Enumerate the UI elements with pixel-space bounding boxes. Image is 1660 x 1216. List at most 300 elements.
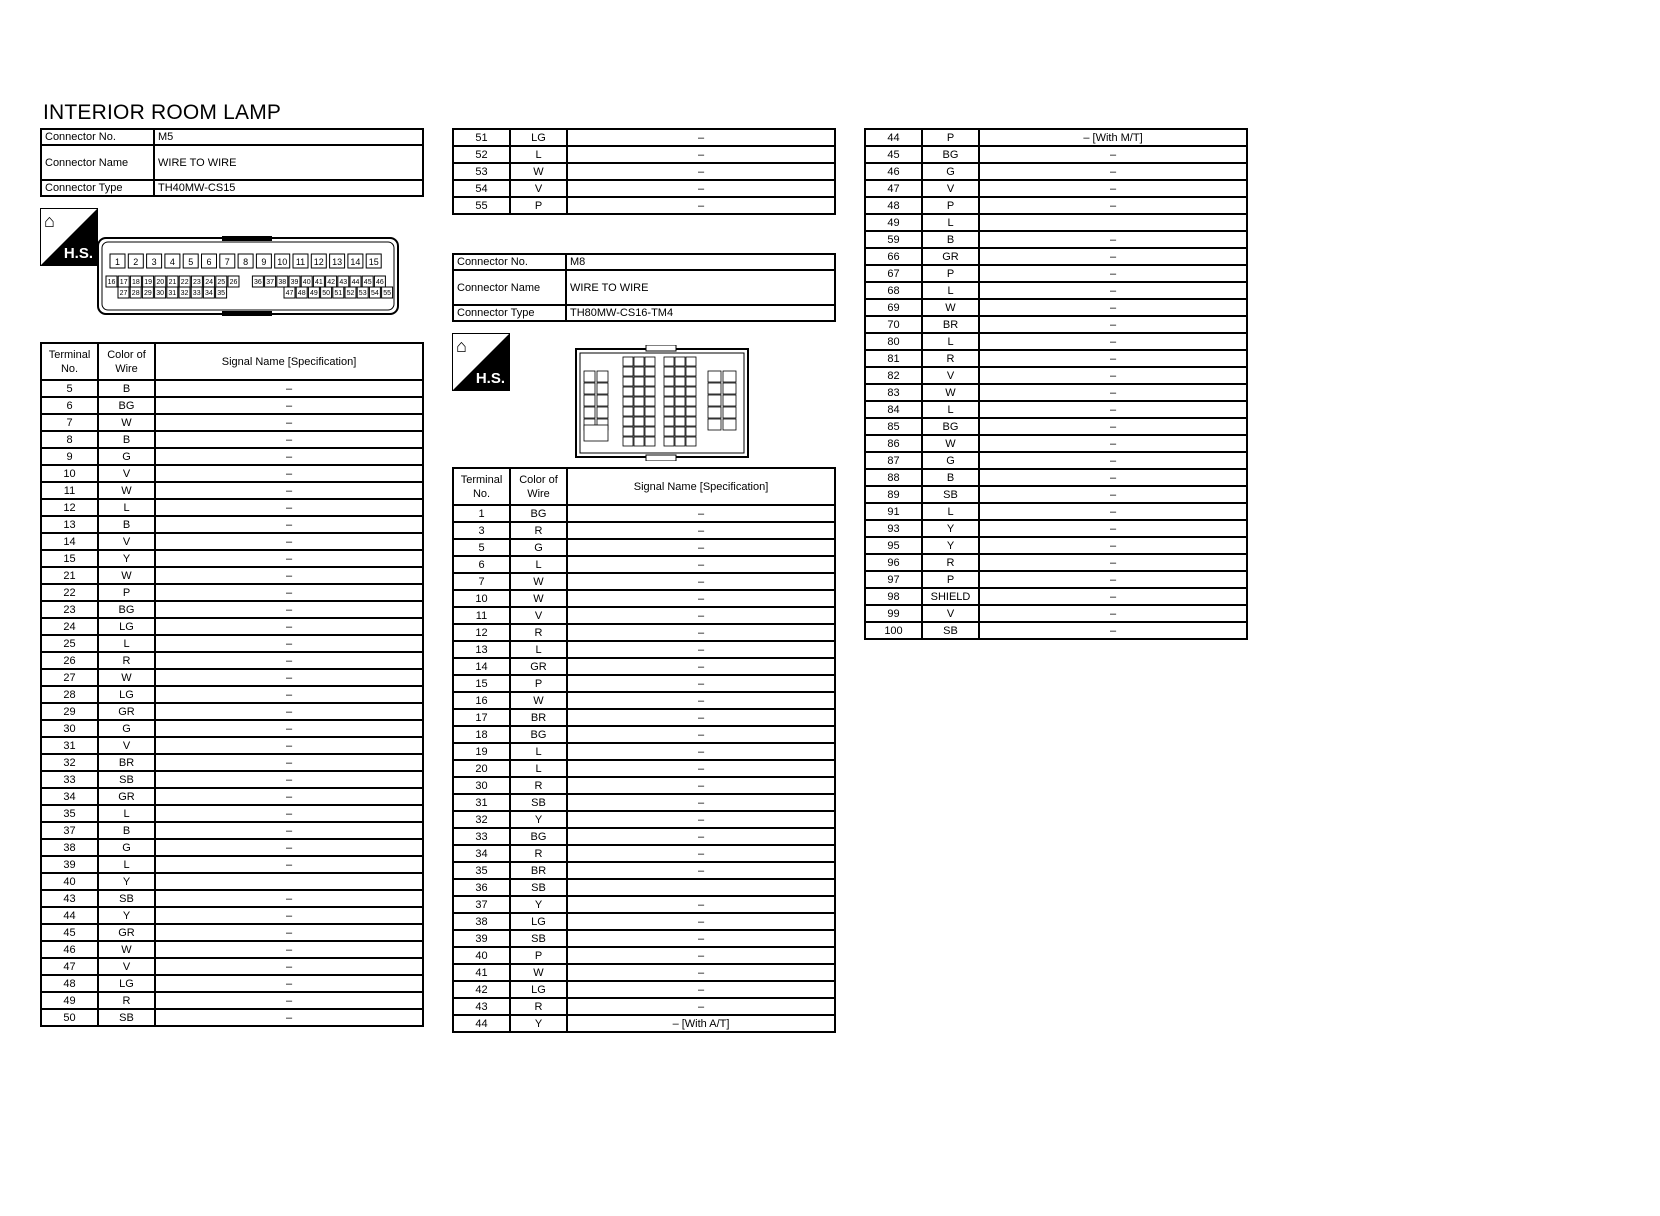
info-label: Connector Type (453, 305, 566, 321)
wire-color: BR (510, 709, 567, 726)
terminal-no: 45 (41, 924, 98, 941)
table-row (41, 992, 423, 1009)
wire-color: Y (98, 907, 155, 924)
hs-label: H.S. (63, 245, 93, 262)
pin-cell (686, 427, 696, 436)
wire-color: Y (922, 537, 979, 554)
terminal-no: 15 (453, 675, 510, 692)
terminal-no: 48 (865, 197, 922, 214)
pin-label: 55 (383, 290, 391, 297)
pin-label: 13 (332, 257, 343, 267)
pin-label: 40 (302, 279, 311, 286)
terminal-no: 34 (41, 788, 98, 805)
pin-label: 29 (144, 290, 152, 297)
table-row (865, 571, 1247, 588)
pin-cell (675, 397, 685, 406)
signal-name: – (567, 709, 835, 726)
table-row (453, 180, 835, 197)
info-label: Connector No. (41, 129, 154, 145)
signal-name: – (155, 890, 423, 907)
info-value: WIRE TO WIRE (566, 270, 835, 305)
table-row (453, 913, 835, 930)
terminal-no: 7 (41, 414, 98, 431)
pin-cell (686, 407, 696, 416)
wire-color: L (510, 146, 567, 163)
wire-color: W (510, 163, 567, 180)
signal-name: – (979, 537, 1247, 554)
wire-color: B (98, 822, 155, 839)
pin-cell (597, 383, 608, 394)
terminal-no: 98 (865, 588, 922, 605)
wire-color: W (98, 482, 155, 499)
pin-label: 32 (180, 290, 189, 297)
hs-label: H.S. (475, 370, 505, 387)
wire-color: GR (922, 248, 979, 265)
wire-color: L (510, 641, 567, 658)
pin-label: 49 (310, 290, 318, 297)
signal-name: – [With M/T] (979, 129, 1247, 146)
terminal-no: 40 (453, 947, 510, 964)
signal-name: – (979, 367, 1247, 384)
wire-color: GR (98, 924, 155, 941)
terminal-no: 49 (865, 214, 922, 231)
terminal-no: 15 (41, 550, 98, 567)
pin-cell (597, 371, 608, 382)
signal-name: – (979, 401, 1247, 418)
pin-cell (584, 407, 595, 418)
signal-name: – (567, 163, 835, 180)
signal-name: – (979, 554, 1247, 571)
table-row (865, 452, 1247, 469)
table-row (865, 282, 1247, 299)
terminal-no: 86 (865, 435, 922, 452)
signal-name: – (567, 964, 835, 981)
table-row (453, 163, 835, 180)
table-row (41, 737, 423, 754)
terminal-no: 46 (865, 163, 922, 180)
table-row (41, 941, 423, 958)
wire-color: W (922, 435, 979, 452)
table-row (453, 709, 835, 726)
info-label: Connector Name (41, 145, 154, 180)
signal-name: – (979, 350, 1247, 367)
terminal-no: 83 (865, 384, 922, 401)
signal-name: – (155, 380, 423, 397)
terminal-no: 6 (453, 556, 510, 573)
signal-name: – (155, 431, 423, 448)
wire-color: L (510, 760, 567, 777)
pin-label: 46 (376, 279, 384, 286)
wire-color: Y (98, 550, 155, 567)
terminal-no: 43 (41, 890, 98, 907)
info-value: WIRE TO WIRE (154, 145, 423, 180)
table-row (865, 180, 1247, 197)
signal-name: – (979, 418, 1247, 435)
table-row (41, 771, 423, 788)
terminal-no: 18 (453, 726, 510, 743)
signal-name: – (567, 624, 835, 641)
wire-color: L (510, 556, 567, 573)
wire-color: LG (98, 975, 155, 992)
info-label: Connector Name (453, 270, 566, 305)
signal-name: – (979, 197, 1247, 214)
table-row (865, 129, 1247, 146)
signal-name (979, 214, 1247, 231)
table-row (865, 554, 1247, 571)
terminal-no: 41 (453, 964, 510, 981)
table-row (865, 163, 1247, 180)
terminal-no: 69 (865, 299, 922, 316)
pin-label: 36 (254, 279, 262, 286)
signal-name: – (979, 231, 1247, 248)
pin-label: 30 (156, 290, 164, 297)
wire-color: P (922, 571, 979, 588)
table-row (865, 418, 1247, 435)
wire-color: R (510, 522, 567, 539)
wire-color: V (98, 958, 155, 975)
signal-name: – (155, 924, 423, 941)
table-row (453, 726, 835, 743)
pin-label: 37 (266, 279, 274, 286)
terminal-no: 20 (453, 760, 510, 777)
pin-cell (664, 417, 674, 426)
table-row (865, 197, 1247, 214)
pin-cell (664, 437, 674, 446)
pin-label: 24 (205, 279, 213, 286)
pin-cell (634, 417, 644, 426)
pin-label: 15 (368, 257, 379, 267)
terminal-no: 29 (41, 703, 98, 720)
pin-label: 20 (156, 279, 165, 286)
signal-name: – (567, 913, 835, 930)
wire-color: R (510, 998, 567, 1015)
terminal-no: 80 (865, 333, 922, 350)
table-row (453, 146, 835, 163)
table-row (41, 907, 423, 924)
wire-color: L (922, 282, 979, 299)
pin-label: 33 (192, 290, 201, 297)
pin-label: 23 (193, 279, 201, 286)
table-row (41, 516, 423, 533)
signal-name: – (567, 845, 835, 862)
col-color-header: Color of Wire (98, 343, 155, 380)
table-row (453, 1015, 835, 1032)
table-row (41, 601, 423, 618)
wire-color: LG (510, 129, 567, 146)
table-row (865, 231, 1247, 248)
wire-color: SB (922, 486, 979, 503)
table-row (41, 975, 423, 992)
terminal-no: 32 (453, 811, 510, 828)
table-row (453, 930, 835, 947)
wire-color: Y (98, 873, 155, 890)
wire-color: BR (922, 316, 979, 333)
terminal-no: 33 (41, 771, 98, 788)
wire-color: V (510, 180, 567, 197)
table-row (453, 607, 835, 624)
wire-color: V (922, 367, 979, 384)
pin-cell (584, 395, 595, 406)
pin-cell (623, 417, 633, 426)
pin-cell (645, 357, 655, 366)
pin-cell (645, 427, 655, 436)
wire-color: L (98, 499, 155, 516)
signal-name: – (567, 998, 835, 1015)
table-row (453, 760, 835, 777)
pin-cell (675, 427, 685, 436)
pin-label: 12 (313, 257, 324, 267)
table-row (453, 624, 835, 641)
signal-name: – (155, 822, 423, 839)
info-label: Connector Type (41, 180, 154, 196)
signal-name: – (979, 452, 1247, 469)
terminal-no: 89 (865, 486, 922, 503)
table-row (865, 384, 1247, 401)
wire-color: SB (510, 794, 567, 811)
wire-color: W (98, 567, 155, 584)
table-row (865, 435, 1247, 452)
signal-name: – (155, 703, 423, 720)
terminal-no: 43 (453, 998, 510, 1015)
table-row (453, 998, 835, 1015)
table-row (41, 805, 423, 822)
terminal-no: 54 (453, 180, 510, 197)
info-value: M8 (566, 254, 835, 270)
col-color-header: Color of Wire (510, 468, 567, 505)
signal-name: – (567, 129, 835, 146)
wire-color: B (98, 431, 155, 448)
table-row (865, 333, 1247, 350)
wire-color: GR (98, 788, 155, 805)
pin-label: 53 (358, 290, 367, 297)
terminal-no: 11 (41, 482, 98, 499)
pin-label: 25 (217, 279, 226, 286)
terminal-no: 70 (865, 316, 922, 333)
pin-cell (645, 397, 655, 406)
pin-table-m5 (40, 342, 424, 1027)
pin-cell (723, 383, 736, 394)
wire-color: Y (510, 896, 567, 913)
pin-label: 2 (133, 257, 139, 267)
wire-color: L (922, 214, 979, 231)
pin-cell (664, 407, 674, 416)
table-row (41, 1009, 423, 1026)
terminal-no: 31 (41, 737, 98, 754)
wire-color: SB (510, 879, 567, 896)
pin-label: 3 (151, 257, 157, 267)
pin-label: 10 (277, 257, 288, 267)
signal-name: – (155, 686, 423, 703)
col-signal-header: Signal Name [Specification] (567, 468, 835, 505)
pin-cell (664, 397, 674, 406)
terminal-no: 10 (41, 465, 98, 482)
signal-name: – (155, 482, 423, 499)
table-row (41, 890, 423, 907)
terminal-no: 97 (865, 571, 922, 588)
wire-color: L (510, 743, 567, 760)
pin-cell (675, 357, 685, 366)
terminal-no: 66 (865, 248, 922, 265)
table-row (453, 573, 835, 590)
info-value: TH40MW-CS15 (154, 180, 423, 196)
terminal-no: 38 (41, 839, 98, 856)
signal-name: – (155, 618, 423, 635)
wire-color: W (510, 964, 567, 981)
signal-name: – (567, 862, 835, 879)
table-row (41, 448, 423, 465)
signal-name (567, 879, 835, 896)
table-row (453, 981, 835, 998)
terminal-no: 47 (865, 180, 922, 197)
signal-name: – (155, 533, 423, 550)
pin-label: 5 (188, 257, 194, 267)
pin-label: 54 (371, 290, 379, 297)
terminal-no: 34 (453, 845, 510, 862)
wire-color: BG (98, 601, 155, 618)
signal-name: – (155, 550, 423, 567)
pin-cell (723, 395, 736, 406)
pin-cell (686, 417, 696, 426)
signal-name: – (979, 163, 1247, 180)
signal-name (155, 873, 423, 890)
table-row (453, 743, 835, 760)
wire-color: W (510, 573, 567, 590)
signal-name: – (155, 1009, 423, 1026)
table-row (41, 584, 423, 601)
terminal-no: 14 (453, 658, 510, 675)
signal-name: – (979, 299, 1247, 316)
signal-name: – (155, 839, 423, 856)
signal-name: – (979, 180, 1247, 197)
signal-name: – (979, 503, 1247, 520)
info-value: M5 (154, 129, 423, 145)
pin-cell (645, 387, 655, 396)
pin-cell (623, 377, 633, 386)
connector-icon: ⌂ (456, 336, 467, 356)
pin-cell (675, 367, 685, 376)
wire-color: W (98, 414, 155, 431)
signal-name: – (155, 788, 423, 805)
pin-label: 48 (297, 290, 306, 297)
terminal-no: 23 (41, 601, 98, 618)
table-row (453, 862, 835, 879)
table-row (41, 533, 423, 550)
info-label: Connector No. (453, 254, 566, 270)
signal-name: – (567, 522, 835, 539)
wire-color: P (922, 197, 979, 214)
signal-name: – (155, 669, 423, 686)
table-row (453, 556, 835, 573)
pin-cell (664, 357, 674, 366)
signal-name: – (567, 794, 835, 811)
terminal-no: 93 (865, 520, 922, 537)
table-row (453, 522, 835, 539)
terminal-no: 53 (453, 163, 510, 180)
terminal-no: 44 (41, 907, 98, 924)
signal-name: – (979, 333, 1247, 350)
table-row (865, 214, 1247, 231)
terminal-no: 27 (41, 669, 98, 686)
pin-cell (623, 427, 633, 436)
terminal-no: 82 (865, 367, 922, 384)
pin-cell (645, 417, 655, 426)
terminal-no: 16 (453, 692, 510, 709)
wire-color: Y (922, 520, 979, 537)
terminal-no: 28 (41, 686, 98, 703)
table-row (41, 465, 423, 482)
signal-name: – (979, 571, 1247, 588)
terminal-no: 48 (41, 975, 98, 992)
signal-name: – (155, 652, 423, 669)
connector-face-m8 (574, 345, 750, 461)
pin-cell (597, 407, 608, 418)
pin-label: 39 (290, 279, 299, 286)
terminal-no: 45 (865, 146, 922, 163)
wire-color: BR (98, 754, 155, 771)
pin-cell (623, 367, 633, 376)
pin-cell (634, 357, 644, 366)
table-row (41, 703, 423, 720)
table-row (865, 605, 1247, 622)
wire-color: L (98, 805, 155, 822)
pin-label: 7 (224, 257, 230, 267)
table-row (865, 316, 1247, 333)
pin-cell (686, 397, 696, 406)
signal-name: – (155, 805, 423, 822)
wire-color: P (510, 197, 567, 214)
table-row (865, 265, 1247, 282)
terminal-no: 1 (453, 505, 510, 522)
terminal-no: 39 (453, 930, 510, 947)
pin-cell (686, 357, 696, 366)
table-row (41, 635, 423, 652)
signal-name: – (979, 435, 1247, 452)
pin-label: 47 (285, 290, 294, 297)
wire-color: SB (98, 1009, 155, 1026)
wire-color: R (510, 624, 567, 641)
table-row (41, 431, 423, 448)
terminal-no: 19 (453, 743, 510, 760)
wire-color: W (98, 941, 155, 958)
wire-color: R (922, 554, 979, 571)
pin-label: 18 (132, 279, 140, 286)
terminal-no: 84 (865, 401, 922, 418)
wire-color: BR (510, 862, 567, 879)
table-row (453, 675, 835, 692)
signal-name: – (155, 397, 423, 414)
table-row (453, 964, 835, 981)
pin-label: 45 (363, 279, 372, 286)
table-row (41, 482, 423, 499)
signal-name: – (567, 981, 835, 998)
wire-color: P (922, 129, 979, 146)
signal-name: – (567, 573, 835, 590)
table-row (865, 401, 1247, 418)
pin-table-m8 (452, 467, 836, 1033)
table-row (453, 641, 835, 658)
wire-color: B (922, 469, 979, 486)
table-row (865, 622, 1247, 639)
pin-cell (584, 383, 595, 394)
terminal-no: 26 (41, 652, 98, 669)
terminal-no: 13 (41, 516, 98, 533)
pin-cell (645, 407, 655, 416)
table-row (453, 129, 835, 146)
page-title: INTERIOR ROOM LAMP (43, 101, 282, 124)
terminal-no: 44 (865, 129, 922, 146)
pin-label: 17 (119, 279, 128, 286)
terminal-no: 10 (453, 590, 510, 607)
